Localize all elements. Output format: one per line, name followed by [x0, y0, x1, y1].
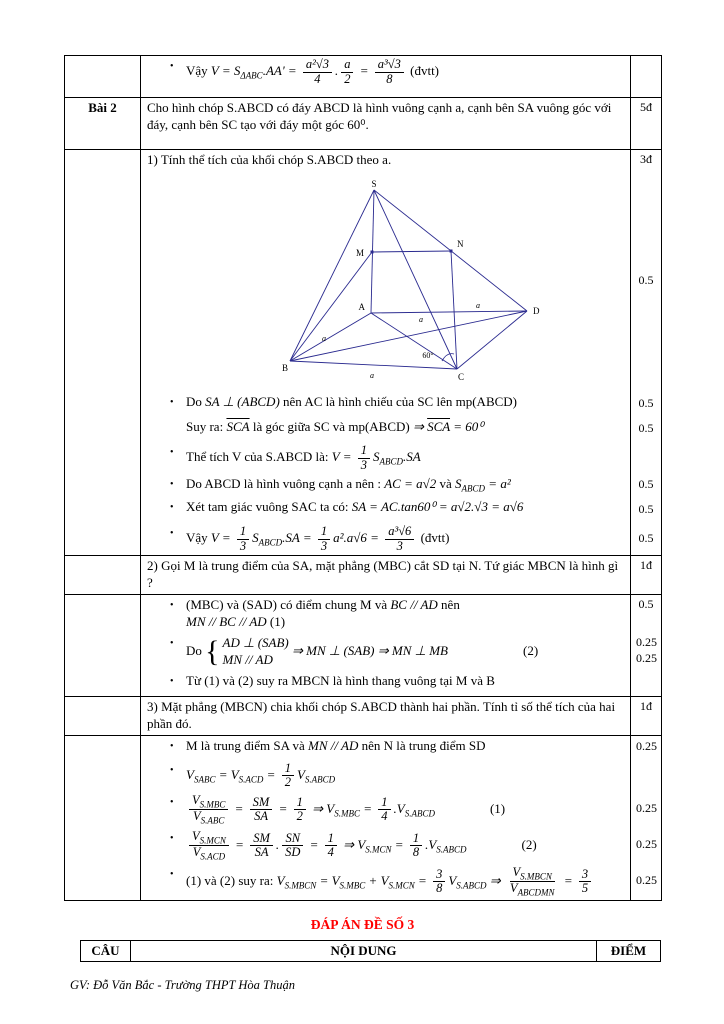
points-cell: 5đ [631, 98, 662, 150]
table-row [65, 595, 662, 633]
header-diem: ĐIỂM [597, 940, 661, 961]
solution-line: Từ (1) và (2) suy ra MBCN là hình thang vuông tại M và B [186, 672, 495, 688]
bullet-marker: • [170, 796, 174, 808]
solution-line: $\frac{V_{S.MCN}}{V_{S.ACD}}$ = $\frac{SM}{SA}$ . $\frac{SN}{SD}$ = $\frac{1}{4}$ ⇒ $V_{S.MCN}$ = $\frac{1}{8}$ $.V_{S.ABCD}$ (2) [186, 830, 537, 862]
table-row [65, 792, 662, 828]
part3-question: 3) Mặt phẳng (MBCN) chia khối chóp S.ABCD thành hai phần. Tính tỉ số thể tích của hai phần đó. [141, 697, 631, 736]
content-cell [141, 442, 631, 474]
points-value: 0.25 [636, 635, 657, 650]
points-cell: 0.25 [631, 864, 662, 901]
formula-line: Vậy $V = S_{\Delta ABC}.AA'$ = $\frac{\text{a²√3}}{4}$ . $\frac{a}{2}$ = $\frac{\text{a³√3}}{8}$ (đvtt) [186, 57, 440, 86]
table-row [65, 633, 662, 671]
vertex-label-m: M [355, 247, 364, 258]
diagram-wrapper [146, 174, 625, 391]
table-row [65, 56, 662, 98]
diagram-labels [282, 179, 540, 382]
table-row [65, 736, 662, 760]
question-number-cell [65, 595, 141, 697]
solution-line: Xét tam giác vuông SAC ta có: SA = AC.tan60⁰ = a√2.√3 = a√6 [186, 499, 524, 515]
table-row [65, 172, 662, 393]
answer-title: ĐÁP ÁN ĐỀ SỐ 3 [310, 916, 415, 932]
content-cell [141, 497, 631, 523]
points-cell: 0.25 [631, 736, 662, 760]
bullet-marker: • [170, 61, 174, 72]
table-row [65, 760, 662, 792]
table-row [65, 828, 662, 864]
edge-label-a: a [419, 314, 423, 324]
points-value: 0.25 [636, 650, 657, 665]
vertex-label-d: D [533, 305, 540, 316]
content-cell [141, 523, 631, 556]
solution-line: (MBC) và (SAD) có điểm chung M và BC // AD nên MN // BC // AD (1) [186, 597, 460, 630]
solution-line: Do { AD ⊥ (SAB) MN // AD ⇒ MN ⊥ (SAB) ⇒ MN ⊥ MB (2) [186, 634, 539, 669]
table-row [65, 150, 662, 172]
points-cell [631, 760, 662, 792]
bullet-marker: • [170, 675, 174, 687]
bullet-marker: • [170, 832, 174, 844]
points-cell: 0.25 [631, 828, 662, 864]
angle-label: 60° [422, 350, 434, 360]
question-number-cell [65, 556, 141, 595]
points-cell: 0.5 [631, 595, 662, 633]
content-cell [141, 392, 631, 417]
points-cell: 0.5 [631, 497, 662, 523]
points-cell: 3đ [631, 150, 662, 172]
part1-question: 1) Tính thể tích của khối chóp S.ABCD theo a. [141, 150, 631, 172]
vertex-label-n: N [457, 238, 464, 249]
answer-table [64, 55, 662, 901]
solution-line: Suy ra: $\overline{SCA}$ là góc giữa SC và mp(ABCD) ⇒ $\overline{SCA} = 60^0$ [186, 419, 484, 435]
bullet-marker: • [170, 764, 174, 776]
table-row [65, 417, 662, 442]
table-row [81, 940, 661, 961]
table-row [65, 497, 662, 523]
solution-line: Thể tích V của S.ABCD là: V = $\frac{1}{3}$ $S_{ABCD}.SA$ [186, 443, 421, 472]
points-cell: 0.5 [631, 392, 662, 417]
bullet-marker: • [170, 479, 174, 491]
table-row [65, 98, 662, 150]
solution-line: $\frac{V_{S.MBC}}{V_{S.ABC}}$ = $\frac{SM}{SA}$ = $\frac{1}{2}$ ⇒ $V_{S.MBC}$ = $\frac{1}{4}$ $.V_{S.ABCD}$ (1) [186, 794, 505, 826]
question-number-cell [65, 736, 141, 901]
content-cell [141, 671, 631, 697]
points-cell [631, 633, 662, 671]
header-cau: CÂU [81, 940, 131, 961]
solution-line: M là trung điểm SA và MN // AD nên N là trung điểm SD [186, 738, 486, 754]
bullet-marker: • [170, 600, 174, 612]
table-row [65, 523, 662, 556]
bullet-marker: • [170, 397, 174, 409]
points-cell: 0.5 [631, 172, 662, 393]
solution-line: Vậy V = $\frac{1}{3}$ $S_{ABCD}.SA$ = $\frac{1}{3}$ a².a√6 = $\frac{\text{a³√6}}{3}$ (đvtt) [186, 524, 450, 553]
vertex-label-b: B [281, 362, 289, 373]
points-cell [631, 56, 662, 98]
points-cell: 0.5 [631, 417, 662, 442]
edge-label-a: a [322, 333, 326, 343]
question-number: Bài 2 [65, 98, 141, 150]
table-row [65, 697, 662, 736]
vertex-label-a: A [358, 301, 365, 312]
table-row [65, 671, 662, 697]
vertex-label-c: C [457, 371, 465, 382]
content-cell [141, 864, 631, 901]
solution-line: $V_{SABC} = V_{S.ACD}$ = $\frac{1}{2}$ $V_{S.ABCD}$ [186, 760, 336, 790]
edge-label-a: a [370, 370, 374, 380]
teacher-footer: GV: Đỗ Văn Bắc - Trường THPT Hòa Thuận [70, 977, 295, 992]
bullet-marker: • [170, 637, 174, 649]
bullet-marker: • [170, 741, 174, 753]
content-cell [141, 633, 631, 671]
bullet-marker: • [170, 447, 174, 459]
content-cell [141, 736, 631, 760]
points-cell [631, 442, 662, 474]
problem-statement: Cho hình chóp S.ABCD có đáy ABCD là hình vuông cạnh a, cạnh bên SA vuông góc với đáy, cạnh bên SC tạo với đáy một góc 60⁰. [141, 98, 631, 150]
content-cell [141, 56, 631, 98]
table-row [65, 442, 662, 474]
content-cell [141, 760, 631, 792]
pyramid-diagram [174, 178, 574, 382]
points-cell: 1đ [631, 556, 662, 595]
answer-key-header-table [80, 940, 661, 962]
question-number-cell [65, 150, 141, 556]
points-cell: 1đ [631, 697, 662, 736]
content-cell [141, 828, 631, 864]
content-cell [141, 417, 631, 442]
bullet-marker: • [170, 868, 174, 880]
solution-line: Do ABCD là hình vuông cạnh a nên : AC = a√2 và $S_{ABCD} = a^2$ [186, 476, 511, 494]
table-row [65, 474, 662, 497]
points-cell: 0.5 [631, 523, 662, 556]
content-cell [141, 792, 631, 828]
solution-line: (1) và (2) suy ra: $V_{S.MBCN} = V_{S.MBC} + V_{S.MCN}$ = $\frac{3}{8}$ $V_{S.ABCD}$ ⇒ $\frac{V_{S.MBCN}}{V_{ABCDMN}}$ = $\frac{3}{5}$ [186, 866, 594, 898]
header-noi-dung: NỘI DUNG [131, 940, 597, 961]
bullet-marker: • [170, 502, 174, 514]
bullet-marker: • [170, 528, 174, 540]
points-cell: 0.25 [631, 792, 662, 828]
diagram-cell [141, 172, 631, 393]
part2-question: 2) Gọi M là trung điểm của SA, mặt phẳng (MBC) cắt SD tại N. Tứ giác MBCN là hình gì ? [141, 556, 631, 595]
table-row [65, 864, 662, 901]
points-cell: 0.5 [631, 474, 662, 497]
table-row [65, 556, 662, 595]
content-cell [141, 474, 631, 497]
vertex-label-s: S [371, 178, 377, 189]
question-number-cell [65, 56, 141, 98]
question-number-cell [65, 697, 141, 736]
edge-label-a: a [476, 300, 480, 310]
points-cell [631, 671, 662, 697]
table-row [65, 392, 662, 417]
solution-line: Do SA ⊥ (ABCD) nên AC là hình chiếu của SC lên mp(ABCD) [186, 394, 517, 410]
content-cell [141, 595, 631, 633]
